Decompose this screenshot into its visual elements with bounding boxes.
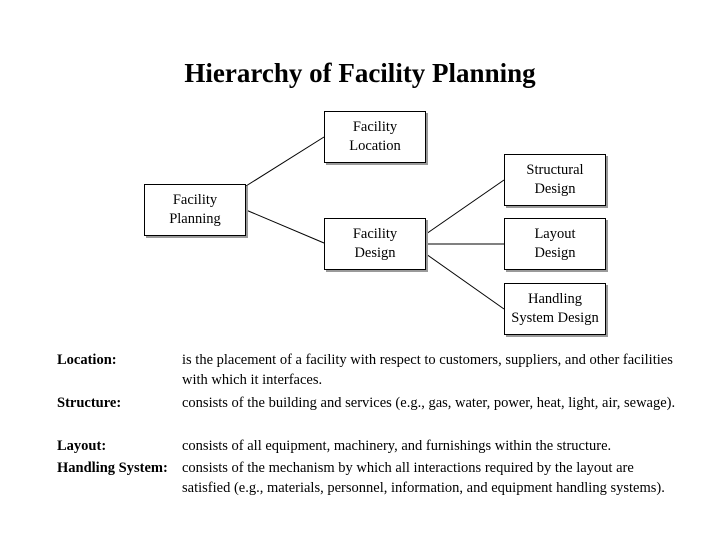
facility-design-box [324,218,426,270]
layout-design-label: Layout Design [534,226,576,261]
page-title: Hierarchy of Facility Planning [184,58,536,88]
facility-planning-box [144,184,246,236]
facility-design-label: Facility Design [352,226,398,261]
definition-term-structure: Structure: [57,395,122,411]
handling-system-design-box [504,283,606,335]
facility-planning-label: Facility Planning [169,192,221,227]
definition-term-location: Location: [57,352,117,368]
layout-design-box [504,218,606,270]
definition-text-layout: consists of all equipment, machinery, and furnishings within the structure. [182,438,612,454]
definition-text-location: is the placement of a facility with respect to customers, suppliers, and other facilities with which it interfaces. [182,352,673,388]
definition-term-handling-system: Handling System: [57,460,168,476]
connector-planning-design [246,210,324,243]
structural-design-label: Structural Design [526,162,584,197]
definition-term-layout: Layout: [57,438,107,454]
facility-location-box [324,111,426,163]
handling-system-design-label: Handling System Design [511,291,599,326]
connector-design-handling [426,254,504,309]
connector-design-structural [426,180,504,234]
connector-planning-location [246,137,324,186]
definition-text-handling-system: consists of the mechanism by which all interactions required by the layout are satisfied (e.g., materials, personnel, information, and equipment handling systems). [182,460,665,496]
structural-design-box [504,154,606,206]
definition-text-structure: consists of the building and services (e.g., gas, water, power, heat, light, air, sewage). [182,395,676,411]
facility-location-label: Facility Location [349,119,401,154]
